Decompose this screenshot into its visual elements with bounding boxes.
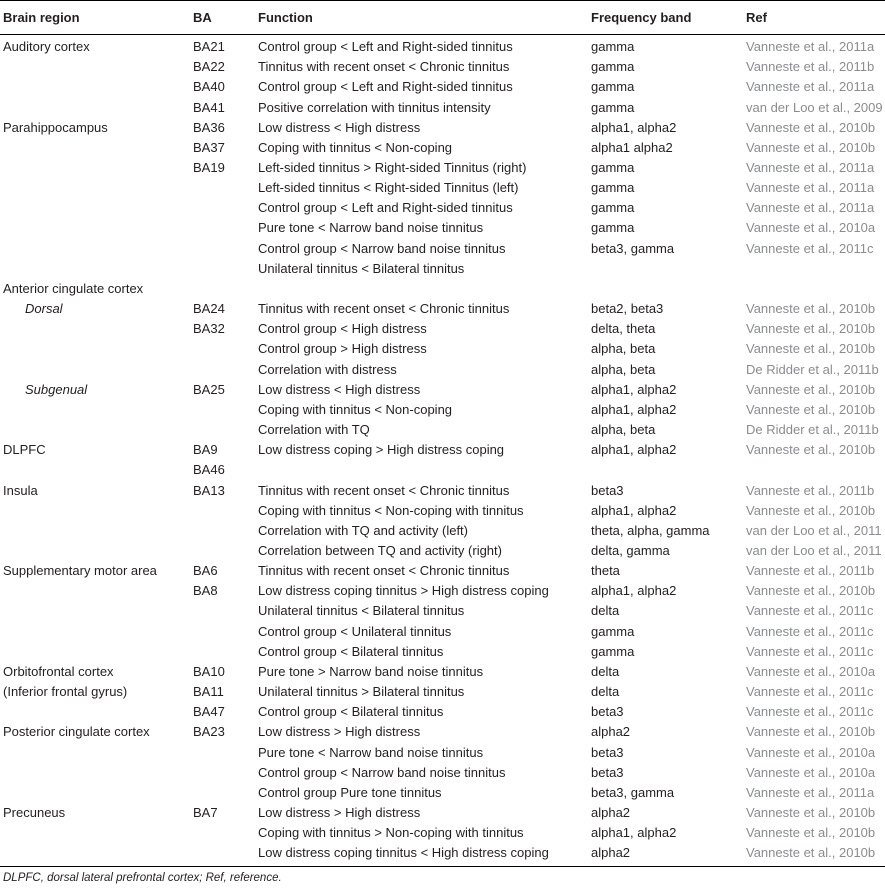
function-cell: Control group < Narrow band noise tinnitus [258,240,506,256]
ref-cell: Vanneste et al., 2010b [746,825,876,841]
brain-region-cell [0,218,193,238]
frequency-band-cell: alpha, beta [591,361,656,377]
frequency-band-cell: delta [591,663,620,679]
table-row [0,319,885,339]
ba-cell: BA24 [193,301,225,317]
ba-cell: BA37 [193,139,225,155]
table-row [0,622,885,642]
header-ba: BA [193,1,258,35]
table-row [0,722,885,742]
ref-cell: Vanneste et al., 2011c [746,623,874,639]
table-row [0,118,885,138]
function-cell: Tinnitus with recent onset < Chronic tinnitus [258,563,510,579]
ba-cell: BA22 [193,59,225,75]
table-row [0,138,885,158]
frequency-band-cell: alpha1, alpha2 [591,825,677,841]
frequency-band-cell: alpha1 alpha2 [591,139,673,155]
frequency-band-cell: theta [591,563,620,579]
ref-cell: Vanneste et al., 2011a [746,200,875,216]
frequency-band-cell: delta, theta [591,321,656,337]
function-cell: Correlation with TQ and activity (left) [258,522,468,538]
table-row [0,682,885,702]
brain-region-cell [0,622,193,642]
ba-cell [193,742,258,762]
function-cell: Low distress coping tinnitus > High distress coping [258,583,549,599]
function-cell: Control group < High distress [258,321,427,337]
ref-cell: De Ridder et al., 2011b [746,361,879,377]
brain-region-cell: Subgenual [25,381,88,397]
table-row [0,662,885,682]
function-cell: Unilateral tinnitus > Bilateral tinnitus [258,684,465,700]
brain-region-cell [0,178,193,198]
frequency-band-cell: gamma [591,623,635,639]
function-cell: Low distress < High distress [258,381,421,397]
ref-cell: Vanneste et al., 2011b [746,482,875,498]
ref-cell: Vanneste et al., 2011a [746,79,875,95]
table-row [0,702,885,722]
table-row [0,339,885,359]
function-cell: Coping with tinnitus < Non-coping [258,139,453,155]
table-row [0,843,885,863]
brain-region-cell [0,97,193,117]
ba-cell [193,601,258,621]
function-cell: Control group < Left and Right-sided tinnitus [258,39,513,55]
function-cell: Left-sided tinnitus > Right-sided Tinnitus (right) [258,160,527,176]
ba-cell: BA10 [193,663,225,679]
ref-cell: Vanneste et al., 2011c [746,240,874,256]
brain-region-cell: Precuneus [3,805,66,821]
header-row [0,1,885,35]
table-row [0,742,885,762]
table-row [0,601,885,621]
table-row [0,158,885,178]
brain-region-cell [0,259,193,279]
ba-cell [193,360,258,380]
table-row [0,521,885,541]
brain-region-cell: Parahippocampus [3,119,108,135]
frequency-band-cell: alpha, beta [591,422,656,438]
function-cell: Control group Pure tone tinnitus [258,784,442,800]
frequency-band-cell: gamma [591,79,635,95]
ba-cell: BA46 [193,462,225,478]
ba-cell: BA11 [193,684,224,700]
brain-region-cell [0,843,193,863]
ba-cell: BA47 [193,704,225,720]
ref-cell: Vanneste et al., 2011a [746,180,875,196]
ref-cell: Vanneste et al., 2010b [746,139,876,155]
table-row [0,198,885,218]
function-cell [258,279,591,299]
frequency-band-cell: gamma [591,160,635,176]
ref-cell: Vanneste et al., 2011c [746,643,874,659]
table-row [0,440,885,460]
frequency-band-cell: alpha1, alpha2 [591,442,677,458]
frequency-band-cell: beta3 [591,704,624,720]
brain-region-cell: Auditory cortex [3,39,90,55]
ref-cell: Vanneste et al., 2010b [746,805,876,821]
table-row [0,77,885,97]
ba-cell [193,622,258,642]
function-cell: Control group < Left and Right-sided tinnitus [258,200,513,216]
frequency-band-cell: gamma [591,220,635,236]
table-row [0,763,885,783]
ba-cell: BA32 [193,321,225,337]
brain-region-cell [0,57,193,77]
ref-cell: Vanneste et al., 2010b [746,301,876,317]
frequency-band-cell: alpha1, alpha2 [591,583,677,599]
table-row [0,541,885,561]
frequency-band-cell: theta, alpha, gamma [591,522,710,538]
ba-cell [193,420,258,440]
frequency-band-cell: delta [591,684,620,700]
brain-region-cell [0,460,193,480]
frequency-band-cell: alpha1, alpha2 [591,381,677,397]
function-cell: Tinnitus with recent onset < Chronic tinnitus [258,59,510,75]
table-row [0,480,885,500]
table-row [0,259,885,279]
ref-cell: Vanneste et al., 2011b [746,563,875,579]
table-row [0,642,885,662]
brain-region-cell [0,339,193,359]
ba-cell: BA8 [193,583,218,599]
ba-cell [193,823,258,843]
function-cell: Correlation with distress [258,361,397,377]
table-row [0,420,885,440]
frequency-band-cell: beta3 [591,744,624,760]
brain-region-cell [0,239,193,259]
ba-cell: BA36 [193,119,225,135]
ba-cell: BA7 [193,805,218,821]
brain-region-cell [0,763,193,783]
brain-region-cell [0,823,193,843]
table-row [0,360,885,380]
brain-region-cell: Posterior cingulate cortex [3,724,150,740]
ba-cell [193,279,258,299]
ref-cell: Vanneste et al., 2010b [746,381,876,397]
ref-cell: Vanneste et al., 2011a [746,784,875,800]
frequency-band-cell: beta3 [591,482,624,498]
ref-cell: van der Loo et al., 2011 [746,542,882,558]
ref-cell: Vanneste et al., 2011c [746,704,874,720]
ba-cell [193,339,258,359]
table-row [0,97,885,117]
table-header [0,1,885,35]
function-cell: Low distress coping > High distress coping [258,442,505,458]
ba-cell [193,239,258,259]
ref-cell: Vanneste et al., 2010b [746,724,876,740]
brain-region-cell: Supplementary motor area [3,563,157,579]
ba-cell [193,642,258,662]
frequency-band-cell: gamma [591,39,635,55]
table-row [0,299,885,319]
brain-region-cell [0,138,193,158]
function-cell: Control group < Narrow band noise tinnitus [258,764,506,780]
brain-region-cell [0,77,193,97]
function-cell: Unilateral tinnitus < Bilateral tinnitus [258,603,465,619]
table-body [0,35,885,864]
function-cell: Control group > High distress [258,341,427,357]
ref-cell: Vanneste et al., 2010b [746,442,876,458]
table-row [0,35,885,58]
function-cell [258,460,591,480]
ba-cell [193,843,258,863]
function-cell: Coping with tinnitus < Non-coping with tinnitus [258,502,524,518]
ba-cell [193,541,258,561]
ba-cell [193,501,258,521]
ba-cell [193,400,258,420]
header-brain-region: Brain region [0,1,193,35]
table-row [0,581,885,601]
table-row [0,823,885,843]
brain-region-cell [0,360,193,380]
frequency-band-cell [591,259,746,279]
brain-region-cell [0,642,193,662]
frequency-band-cell: delta [591,603,620,619]
table-row [0,501,885,521]
table-row [0,178,885,198]
ref-cell: Vanneste et al., 2010a [746,220,876,236]
table-footnote: DLPFC, dorsal lateral prefrontal cortex; Ref, reference. [3,872,282,884]
table-row [0,239,885,259]
table-row [0,561,885,581]
brain-region-cell: Orbitofrontal cortex [3,663,114,679]
ref-cell: Vanneste et al., 2010a [746,764,876,780]
brain-region-cell [0,158,193,178]
function-cell: Pure tone < Narrow band noise tinnitus [258,220,484,236]
ref-cell: Vanneste et al., 2011c [746,603,874,619]
frequency-band-cell [591,279,746,299]
ref-cell: Vanneste et al., 2010b [746,502,876,518]
ref-cell: De Ridder et al., 2011b [746,422,879,438]
ref-cell: van der Loo et al., 2009 [746,99,883,115]
frequency-band-cell: gamma [591,643,635,659]
frequency-band-cell: gamma [591,59,635,75]
brain-region-cell: Dorsal [25,301,63,317]
ba-cell [193,521,258,541]
ref-cell: Vanneste et al., 2010b [746,401,876,417]
frequency-band-cell: beta3 [591,764,624,780]
brain-region-cell [0,319,193,339]
function-cell: Pure tone < Narrow band noise tinnitus [258,744,484,760]
function-cell: Coping with tinnitus > Non-coping with tinnitus [258,825,524,841]
frequency-band-cell: beta2, beta3 [591,301,664,317]
frequency-band-cell: alpha1, alpha2 [591,119,677,135]
ba-cell [193,198,258,218]
ref-cell: Vanneste et al., 2010a [746,663,876,679]
ref-cell: Vanneste et al., 2011a [746,39,875,55]
function-cell: Control group < Bilateral tinnitus [258,643,444,659]
frequency-band-cell: gamma [591,99,635,115]
ba-cell: BA19 [193,160,225,176]
ref-cell: Vanneste et al., 2010b [746,341,876,357]
ref-cell: Vanneste et al., 2011c [746,684,874,700]
function-cell: Correlation with TQ [258,422,370,438]
function-cell: Positive correlation with tinnitus intensity [258,99,491,115]
brain-region-cell: DLPFC [3,442,46,458]
brain-region-cell [0,501,193,521]
table-row [0,57,885,77]
function-cell: Correlation between TQ and activity (right) [258,542,502,558]
frequency-band-cell: alpha2 [591,724,631,740]
ref-cell: Vanneste et al., 2010a [746,744,876,760]
ba-cell [193,259,258,279]
frequency-band-cell: alpha, beta [591,341,656,357]
function-cell: Low distress > High distress [258,724,421,740]
ref-cell [746,259,885,279]
frequency-band-cell: gamma [591,200,635,216]
table-row [0,803,885,823]
frequency-band-cell: gamma [591,180,635,196]
ref-cell: Vanneste et al., 2011b [746,59,875,75]
table-row [0,218,885,238]
ba-cell: BA9 [193,442,218,458]
frequency-band-cell [591,460,746,480]
frequency-band-cell: beta3, gamma [591,784,675,800]
ba-cell [193,783,258,803]
brain-region-cell [0,783,193,803]
ref-cell: Vanneste et al., 2010b [746,583,876,599]
ba-cell: BA41 [193,99,225,115]
brain-region-cell [0,198,193,218]
brain-region-cell [0,541,193,561]
brain-region-cell: Insula [3,482,38,498]
brain-region-cell: (Inferior frontal gyrus) [3,684,128,700]
function-cell: Left-sided tinnitus < Right-sided Tinnitus (left) [258,180,519,196]
header-function: Function [258,1,591,35]
ref-cell [746,279,885,299]
ba-cell: BA25 [193,381,225,397]
brain-region-cell [0,742,193,762]
frequency-band-cell: alpha1, alpha2 [591,401,677,417]
ba-cell: BA23 [193,724,225,740]
ba-cell: BA21 [193,39,225,55]
ba-cell [193,763,258,783]
ba-cell: BA6 [193,563,218,579]
function-cell: Unilateral tinnitus < Bilateral tinnitus [258,260,465,276]
function-cell: Coping with tinnitus < Non-coping [258,401,453,417]
function-cell: Control group < Left and Right-sided tinnitus [258,79,513,95]
table-row [0,783,885,803]
brain-region-cell [0,601,193,621]
brain-region-cell [0,400,193,420]
bottom-rule [0,866,885,867]
function-cell: Control group < Bilateral tinnitus [258,704,444,720]
function-cell: Tinnitus with recent onset < Chronic tinnitus [258,301,510,317]
frequency-band-cell: alpha2 [591,845,631,861]
frequency-band-cell: delta, gamma [591,542,670,558]
function-cell: Control group < Unilateral tinnitus [258,623,452,639]
function-cell: Low distress > High distress [258,805,421,821]
ref-cell: van der Loo et al., 2011 [746,522,882,538]
function-cell: Low distress coping tinnitus < High distress coping [258,845,549,861]
header-frequency-band: Frequency band [591,1,746,35]
frequency-band-cell: alpha1, alpha2 [591,502,677,518]
header-ref: Ref [746,1,885,35]
table-row [0,400,885,420]
ba-cell: BA13 [193,482,225,498]
ref-cell: Vanneste et al., 2010b [746,845,876,861]
ba-cell [193,178,258,198]
ref-cell [746,460,885,480]
table-row [0,460,885,480]
frequency-band-cell: alpha2 [591,805,631,821]
function-cell: Low distress < High distress [258,119,421,135]
ref-cell: Vanneste et al., 2011a [746,160,875,176]
brain-region-cell [0,702,193,722]
brain-region-cell: Anterior cingulate cortex [3,280,144,296]
brain-region-cell [0,521,193,541]
brain-region-cell [0,581,193,601]
function-cell: Pure tone > Narrow band noise tinnitus [258,663,484,679]
ref-cell: Vanneste et al., 2010b [746,119,876,135]
table-row [0,380,885,400]
table-row [0,279,885,299]
ba-cell: BA40 [193,79,225,95]
function-cell: Tinnitus with recent onset < Chronic tinnitus [258,482,510,498]
frequency-band-cell: beta3, gamma [591,240,675,256]
ref-cell: Vanneste et al., 2010b [746,321,876,337]
ba-cell [193,218,258,238]
brain-region-cell [0,420,193,440]
